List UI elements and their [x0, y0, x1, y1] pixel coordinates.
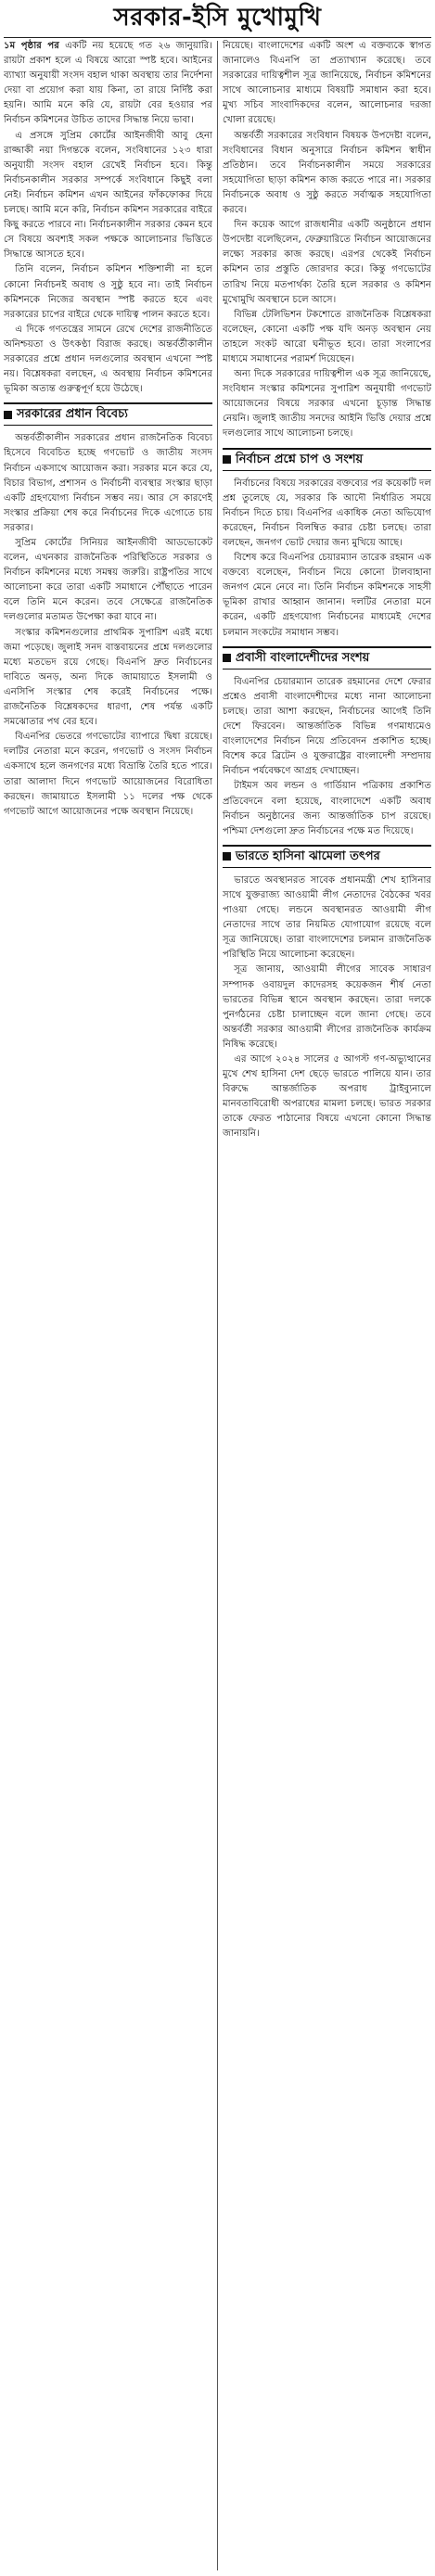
subheading — [223, 448, 431, 471]
headline-rule — [4, 37, 431, 38]
article-paragraph: এর আগে ২০২৪ সালের ৫ আগস্ট গণ-অভ্যুত্থানের মুখে শেখ হাসিনা দেশ ছেড়ে ভারতে পালিয়ে যান। তার বিরুদ্ধে আন্তর্জাতিক অপরাধ ট্রাইব্যুনালে মানবতাবিরোধী অপরাধের মামলা চলছে। ভারত সরকার তাকে ফেরত পাঠানোর বিষয়ে এখনো কোনো সিদ্ধান্ত জানায়নি। — [223, 1054, 431, 1140]
article-paragraph: বিশেষ করে বিএনপির চেয়ারম্যান তারেক রহমান এক বক্তব্যে বলেছেন, নির্বাচন নিয়ে কোনো টালবাহানা জনগণ মেনে নেবে না। তিনি নির্বাচন কমিশনকে সাহসী ভূমিকা রাখার আহ্বান জানান। দলটির নেতারা মনে করেন, একটি গ্রহণযোগ্য নির্বাচনের মাধ্যমেই দেশের চলমান সংকটের সমাধান সম্ভব। — [223, 553, 431, 638]
article-paragraph: নিয়েছে। বাংলাদেশের একটি অংশ এ বক্তব্যকে স্বাগত জানালেও বিএনপি তা প্রত্যাখ্যান করেছে। তবে সরকারের দায়িত্বশীল সূত্র জানিয়েছে, নির্বাচন কমিশনের সাথে আলোচনার মাধ্যমে বিষয়টি সমাধান করা হবে। মুখ্য সচিব সাংবাদিকদের বলেন, আলোচনার দরজা খোলা রয়েছে। — [223, 41, 431, 126]
article-paragraph: বিভিন্ন টেলিভিশন টকশোতে রাজনৈতিক বিশ্লেষকরা বলেছেন, কোনো একটি পক্ষ যদি অনড় অবস্থান নেয় তাহলে সংকট আরো ঘনীভূত হবে। তারা সংলাপের মাধ্যমে সমাধানের পরামর্শ দিয়েছেন। — [223, 309, 431, 364]
article-paragraph: দিন কয়েক আগে রাজধানীর একটি অনুষ্ঠানে প্রধান উপদেষ্টা বলেছিলেন, ফেব্রুয়ারিতে নির্বাচন আয়োজনের লক্ষ্যে সরকার কাজ করছে। এরপর থেকেই নির্বাচন কমিশন তার প্রস্তুতি জোরদার করে। কিন্তু গণভোটের তারিখ নিয়ে মতপার্থক্য তৈরি হলে সরকার ও কমিশন মুখোমুখি অবস্থানে চলে আসে। — [223, 220, 431, 305]
article-paragraph: ভারতে অবস্থানরত সাবেক প্রধানমন্ত্রী শেখ হাসিনার সাথে যুক্তরাজ্য আওয়ামী লীগ নেতাদের বৈঠকের খবর পাওয়া গেছে। লন্ডনে অবস্থানরত আওয়ামী লীগ নেতাদের সাথে তার নিয়মিত যোগাযোগ রয়েছে বলে সূত্র জানিয়েছে। তারা বাংলাদেশের চলমান রাজনৈতিক পরিস্থিতি নিয়ে আলোচনা করেছেন। — [223, 874, 431, 961]
bullet-square-icon — [223, 455, 231, 464]
left-column — [4, 39, 212, 2572]
article-paragraph: নির্বাচনের বিষয়ে সরকারের বক্তব্যের পর কয়েকটি দল প্রশ্ন তুলেছে যে, সরকার কি আদৌ নির্ধারিত সময়ে নির্বাচন দিতে চায়। বিএনপির একাধিক নেতা অভিযোগ করেছেন, নির্বাচন বিলম্বিত করার চেষ্টা চলছে। তারা বলছেন, জনগণ ভোট দেয়ার জন্য মুখিয়ে আছে। — [223, 478, 431, 548]
column-divider — [217, 41, 218, 2570]
article-paragraph: এ প্রসঙ্গে সুপ্রিম কোর্টের আইনজীবী আবু হেনা রাজ্জাকী নয়া দিগন্তকে বলেন, সংবিধানের ১২৩ ধারা অনুযায়ী সংসদ বহাল রেখেই নির্বাচন হবে। কিন্তু নির্বাচনকালীন সরকার সম্পর্কে সংবিধানে কিছুই বলা নেই। নির্বাচন কমিশন এখন আইনের ফাঁকফোকর দিয়ে চলছে। আমি মনে করি, নির্বাচন কমিশন সরকারের বাইরে কিছু করতে পারবে না। নির্বাচনকালীন সরকার কেমন হবে সে বিষয়ে অবশ্যই সকল পক্ষকে আলোচনার ভিত্তিতে সিদ্ধান্তে আসতে হবে। — [4, 130, 212, 261]
article-paragraph: সংস্কার কমিশনগুলোর প্রাথমিক সুপারিশ এরই মধ্যে জমা পড়েছে। জুলাই সনদ বাস্তবায়নের প্রশ্নে দলগুলোর মধ্যে মতভেদ রয়ে গেছে। বিএনপি দ্রুত নির্বাচনের দাবিতে অনড়, অন্য দিকে জামায়াতে ইসলামী ও এনসিপি সংস্কার শেষ করেই নির্বাচনের পক্ষে। রাজনৈতিক বিশ্লেষকদের ধারণা, শেষ পর্যন্ত একটি সমঝোতার পথ বের হবে। — [4, 627, 212, 728]
headline: সরকার-ইসি মুখোমুখি — [113, 4, 322, 32]
article-paragraph: অন্তর্বর্তী সরকারের সংবিধান বিষয়ক উপদেষ্টা বলেন, সংবিধানের বিধান অনুসারে নির্বাচন কমিশন স্বাধীন প্রতিষ্ঠান। তবে নির্বাচনকালীন সময়ে সরকারের সহযোগিতা ছাড়া কমিশন কাজ করতে পারে না। সরকার নির্বাচনকে অবাধ ও সুষ্ঠু করতে সর্বাত্মক সহযোগিতা করবে। — [223, 130, 431, 216]
bullet-square-icon — [4, 411, 12, 419]
article-paragraph: এ দিকে গণতন্ত্রের সামনে রেখে দেশের রাজনীতিতে অনিশ্চয়তা ও উৎকণ্ঠা বিরাজ করছে। অন্তর্বর্তীকালীন সরকারের প্রশ্নে প্রধান দলগুলোর অবস্থান এখনো স্পষ্ট নয়। বিশ্লেষকরা বলছেন, এ অবস্থায় নির্বাচন কমিশনের ভূমিকা অত্যন্ত গুরুত্বপূর্ণ হয়ে উঠেছে। — [4, 324, 212, 395]
article-paragraph: টাইমস অব লন্ডন ও গার্ডিয়ান পত্রিকায় প্রকাশিত প্রতিবেদনে বলা হয়েছে, বাংলাদেশে একটি অবাধ নির্বাচন অনুষ্ঠানের জন্য আন্তর্জাতিক চাপ রয়েছে। পশ্চিমা দেশগুলো দ্রুত নির্বাচনের পক্ষে মত দিয়েছে। — [223, 781, 431, 836]
subheading-text: ভারতে হাসিনা ঝামেলা তৎপর — [236, 848, 380, 863]
subheading — [223, 646, 431, 670]
subheading-text: সরকারের প্রধান বিবেচ্য — [17, 407, 128, 422]
paragraph-text: একটি নয় হয়েছে গত ২৬ জানুয়ারি। রায়টা প্রকাশ হলে এ বিষয়ে আরো স্পষ্ট হবে। আইনের ব্যাখ্যা অনুযায়ী সংসদ বহাল থাকা অবস্থায় তার নির্দেশনা দেয়া বা প্রয়োগ করা যায় কিনা, তা রায়ে নির্দিষ্ট করা হয়নি। আমি মনে করি যে, রায়টা বের হওয়ার পর নির্বাচন কমিশনের উচিত তাদের সিদ্ধান্ত নিয়ে ভাবা। — [4, 41, 212, 126]
article-paragraph: বিএনপির ভেতরে গণভোটের ব্যাপারে দ্বিধা রয়েছে। দলটির নেতারা মনে করেন, গণভোট ও সংসদ নির্বাচন একসাথে হলে জনগণের মধ্যে বিভ্রান্তি তৈরি হতে পারে। তারা আলাদা দিনে গণভোট আয়োজনের বিরোধিতা করছেন। জামায়াতে ইসলামী ১১ দলের পক্ষ থেকে গণভোট আগে আয়োজনের পক্ষে অবস্থান নিয়েছে। — [4, 732, 212, 817]
subheading-text: নির্বাচন প্রশ্নে চাপ ও সংশয় — [236, 452, 364, 466]
jump-label: ১ম পৃষ্ঠার পর — [4, 41, 59, 51]
subheading — [223, 845, 431, 868]
subheading-text: প্রবাসী বাংলাদেশীদের সংশয় — [236, 650, 370, 665]
subheading — [4, 402, 212, 426]
article-paragraph: অন্তর্বর্তীকালীন সরকারের প্রধান রাজনৈতিক বিবেচ্য হিসেবে বিবেচিত হচ্ছে গণভোট ও জাতীয় সংসদ নির্বাচন একসাথে আয়োজন করা। সরকার মনে করে যে, বিচার বিভাগ, প্রশাসন ও নির্বাচনী ব্যবস্থার সংস্কার ছাড়া একটি গ্রহণযোগ্য নির্বাচন সম্ভব নয়। আর সে কারণেই সংস্কার প্রক্রিয়া শেষ করে নির্বাচনের দিকে এগোতে চায় সরকার। — [4, 433, 212, 533]
article-paragraph — [4, 39, 212, 129]
article-paragraph: তিনি বলেন, নির্বাচন কমিশন শক্তিশালী না হলে কোনো নির্বাচনই অবাধ ও সুষ্ঠু হবে না। তাই নির্বাচন কমিশনকে নিজের অবস্থান স্পষ্ট করতে হবে এবং সরকারের চাপের বাইরে থেকে দায়িত্ব পালন করতে হবে। — [4, 264, 212, 320]
article-paragraph: বিএনপির চেয়ারম্যান তারেক রহমানের দেশে ফেরার প্রশ্নেও প্রবাসী বাংলাদেশীদের মধ্যে নানা আলোচনা চলছে। তারা আশা করছেন, নির্বাচনের আগেই তিনি দেশে ফিরবেন। আন্তর্জাতিক বিভিন্ন গণমাধ্যমেও বাংলাদেশের নির্বাচন নিয়ে প্রতিবেদন প্রকাশিত হচ্ছে। বিশেষ করে ব্রিটেন ও যুক্তরাষ্ট্রের বাংলাদেশী সম্প্রদায় নির্বাচন পর্যবেক্ষণে আগ্রহ দেখাচ্ছেন। — [223, 676, 431, 777]
article-paragraph: সুপ্রিম কোর্টের সিনিয়র আইনজীবী আডভোকেট বলেন, এখনকার রাজনৈতিক পরিস্থিতিতে সরকার ও নির্বাচন কমিশনের মধ্যে সমন্বয় জরুরি। রাষ্ট্রপতির সাথে আলোচনা করে তারা একটি সমাধানে পৌঁছাতে পারেন বলে তিনি মনে করেন। তবে সেক্ষেত্রে রাজনৈতিক দলগুলোর মতামত উপেক্ষা করা যাবে না। — [4, 538, 212, 623]
right-column — [223, 39, 431, 2572]
article-paragraph: অন্য দিকে সরকারের দায়িত্বশীল এক সূত্র জানিয়েছে, সংবিধান সংস্কার কমিশনের সুপারিশ অনুযায়ী গণভোট আয়োজনের বিষয়ে সরকার এখনো চূড়ান্ত সিদ্ধান্ত নেয়নি। জুলাই জাতীয় সনদের আইনি ভিত্তি দেয়ার প্রশ্নে দলগুলোর সাথে আলোচনা চলছে। — [223, 369, 431, 440]
article-paragraph: সূত্র জানায়, আওয়ামী লীগের সাবেক সাধারণ সম্পাদক ওবায়দুল কাদেরসহ কয়েকজন শীর্ষ নেতা ভারতের বিভিন্ন স্থানে অবস্থান করছেন। তারা দলকে পুনর্গঠনের চেষ্টা চালাচ্ছেন বলে জানা গেছে। তবে অন্তর্বর্তী সরকার আওয়ামী লীগের রাজনৈতিক কার্যক্রম নিষিদ্ধ করেছে। — [223, 964, 431, 1050]
bullet-square-icon — [223, 654, 231, 662]
bullet-square-icon — [223, 852, 231, 861]
